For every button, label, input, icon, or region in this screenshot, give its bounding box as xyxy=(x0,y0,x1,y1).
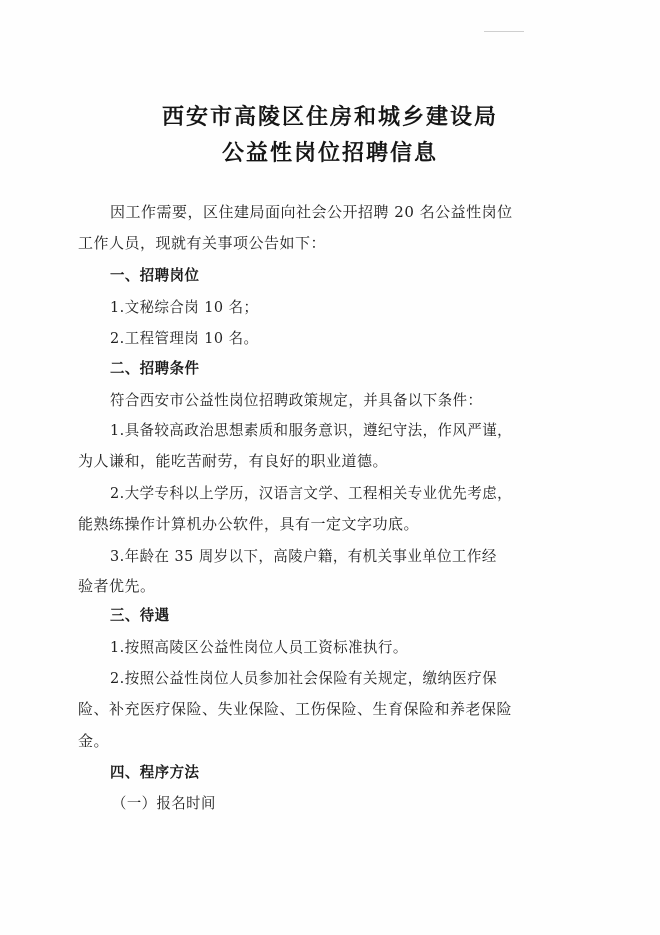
section2-item1-line2: 为人谦和，能吃苦耐劳，有良好的职业道德。 xyxy=(78,452,389,470)
section1-item1: 1.文秘综合岗 10 名； xyxy=(110,298,259,316)
document-title-line1: 西安市高陵区住房和城乡建设局 xyxy=(161,104,498,130)
section2-item3-line1: 3.年龄在 35 周岁以下，高陵户籍，有机关事业单位工作经 xyxy=(110,547,497,565)
section4-sub1: （一）报名时间 xyxy=(112,794,216,812)
section1-item2: 2.工程管理岗 10 名。 xyxy=(110,329,259,347)
section2-item1-line1: 1.具备较高政治思想素质和服务意识，遵纪守法，作风严谨， xyxy=(110,421,513,439)
intro-line1: 因工作需要，区住建局面向社会公开招聘 20 名公益性岗位 xyxy=(110,203,513,221)
section3-item1: 1.按照高陵区公益性岗位人员工资标准执行。 xyxy=(110,638,408,656)
section1-heading: 一、招聘岗位 xyxy=(110,266,200,284)
document-title-line2: 公益性岗位招聘信息 xyxy=(221,140,438,166)
section2-lead: 符合西安市公益性岗位招聘政策规定，并具备以下条件： xyxy=(110,391,483,409)
section3-item2-line2: 险、补充医疗保险、失业保险、工伤保险、生育保险和养老保险 xyxy=(78,700,513,718)
section3-item2-line1: 2.按照公益性岗位人员参加社会保险有关规定，缴纳医疗保 xyxy=(110,669,498,687)
section3-item2-line3: 金。 xyxy=(78,732,110,750)
section2-heading: 二、招聘条件 xyxy=(110,359,200,377)
section4-heading: 四、程序方法 xyxy=(110,763,200,781)
section3-heading: 三、待遇 xyxy=(110,606,170,624)
section2-item3-line2: 验者优先。 xyxy=(78,577,156,595)
intro-line2: 工作人员，现就有关事项公告如下： xyxy=(78,234,327,252)
section2-item2-line1: 2.大学专科以上学历，汉语言文学、工程相关专业优先考虑， xyxy=(110,484,513,502)
scan-mark xyxy=(484,31,524,32)
section2-item2-line2: 能熟练操作计算机办公软件，具有一定文字功底。 xyxy=(78,515,420,533)
